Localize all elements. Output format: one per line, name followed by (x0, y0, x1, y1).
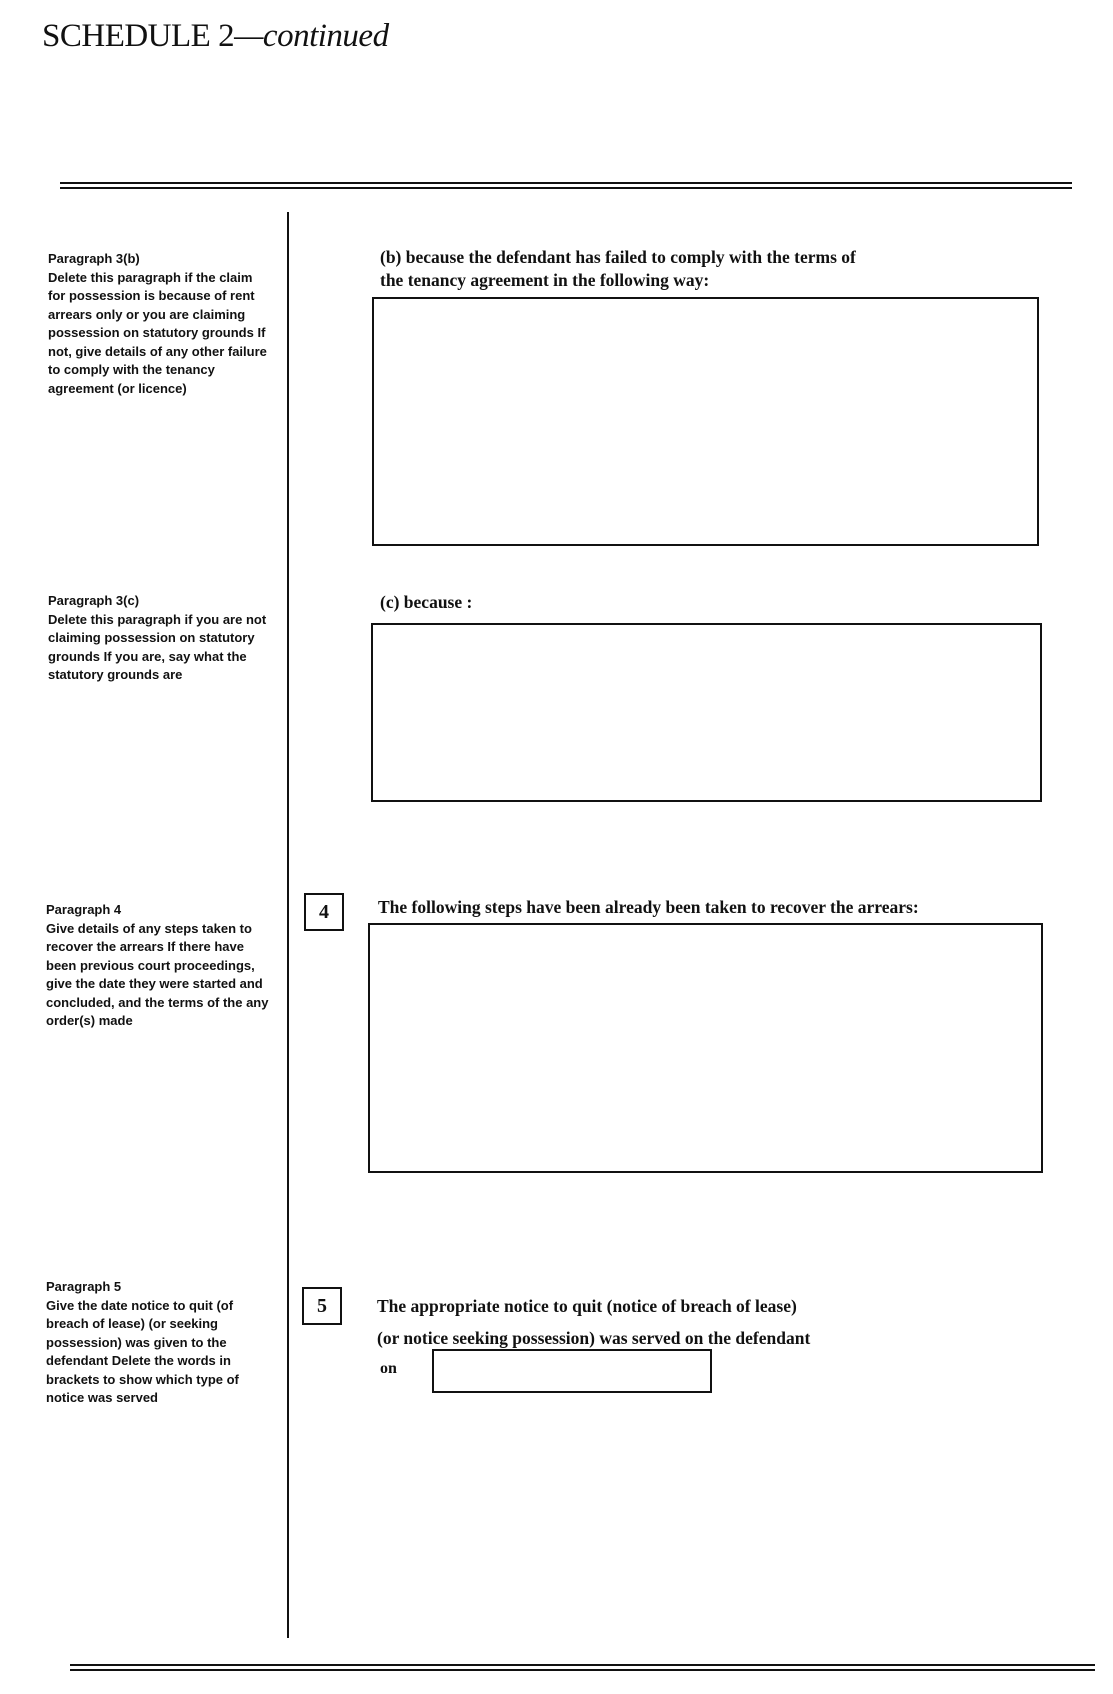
paragraph-3c-text: (c) because : (380, 592, 473, 612)
paragraph-4-number: 4 (304, 893, 344, 931)
paragraph-3b-text (380, 246, 1030, 292)
title-continued: —continued (234, 18, 389, 54)
note-body: Give the date notice to quit (of breach of lease) (or seeking possession) was given to the defendant Delete the words in brackets to show which type of notice was served (46, 1297, 239, 1405)
note-body: Delete this paragraph if the claim for possession is because of rent arrears only or you are claiming possession on statutory grounds If not, give details of any other failure to comply with the tenancy agreement (or licence) (48, 269, 267, 396)
note-paragraph-3c (48, 592, 273, 685)
paragraph-5-text (377, 1290, 1067, 1354)
paragraph-3b-line-2: the tenancy agreement in the following way: (380, 270, 710, 290)
note-paragraph-3b (48, 250, 273, 398)
paragraph-3b-line-1: (b) because the defendant has failed to comply with the terms of (380, 247, 856, 267)
note-heading: Paragraph 5 (46, 1279, 122, 1294)
paragraph-5-number: 5 (302, 1287, 342, 1325)
top-double-rule (60, 182, 1072, 189)
note-body: Delete this paragraph if you are not claiming possession on statutory grounds If you are, say what the statutory grounds are (48, 611, 267, 682)
bottom-double-rule (70, 1664, 1095, 1671)
note-paragraph-4 (46, 901, 271, 1031)
on-label: on (380, 1360, 397, 1377)
note-heading: Paragraph 3(c) (48, 593, 140, 608)
paragraph-4-text: The following steps have been already been taken to recover the arrears: (378, 897, 919, 917)
paragraph-4-answer-box[interactable] (368, 923, 1043, 1173)
paragraph-3b-answer-box[interactable] (372, 297, 1039, 546)
paragraph-5-line-2: (or notice seeking possession) was served on the defendant (377, 1328, 811, 1348)
title-main: SCHEDULE 2 (42, 18, 235, 54)
page-title (42, 18, 389, 55)
note-body: Give details of any steps taken to recover the arrears If there have been previous court proceedings, give the date they were started and concluded, and the terms of the any order(s) made (46, 920, 269, 1028)
note-heading: Paragraph 4 (46, 902, 122, 917)
note-heading: Paragraph 3(b) (48, 251, 140, 266)
notice-date-field[interactable] (432, 1349, 712, 1393)
paragraph-3c-answer-box[interactable] (371, 623, 1042, 802)
paragraph-5-line-1: The appropriate notice to quit (notice of breach of lease) (377, 1296, 797, 1316)
note-paragraph-5 (46, 1278, 271, 1408)
column-divider (287, 212, 289, 1638)
